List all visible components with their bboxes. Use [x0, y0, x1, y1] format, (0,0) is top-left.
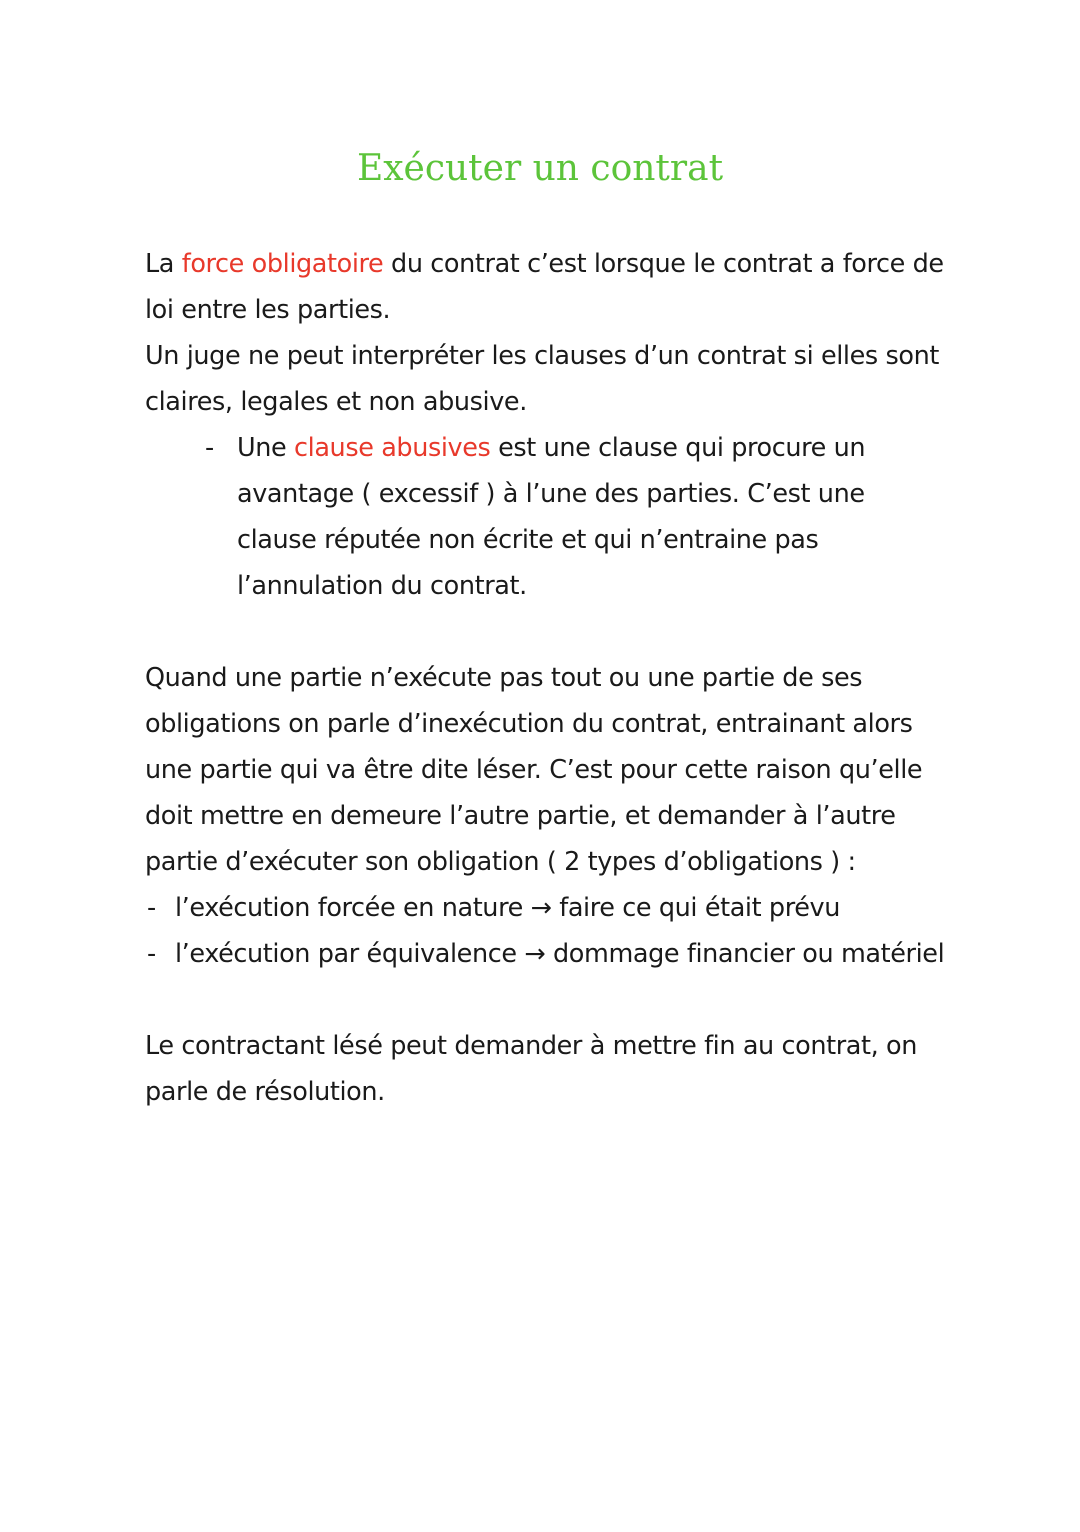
paragraph-juge: Un juge ne peut interpréter les clauses d’un contrat si elles sont claires, legales et non abusive. [145, 341, 939, 417]
spacer [145, 609, 945, 655]
sub-item-before: Une [237, 433, 295, 463]
list-item-text: l’exécution par équivalence → dommage financier ou matériel [175, 939, 945, 969]
paragraph-inexecution: Quand une partie n’exécute pas tout ou une partie de ses obligations on parle d’inexécution du contrat, entrainant alors une partie qui va être dite léser. C’est pour cette raison qu’elle doit mettre en demeure l’autre partie, et demander à l’autre partie d’exécuter son obligation ( 2 types d’obligations ) : [145, 663, 923, 877]
sub-list-item-clause-abusive [145, 425, 945, 609]
paragraph-force-obligatoire [145, 241, 945, 333]
para1-before: La [145, 249, 182, 279]
list-item-text: l’exécution forcée en nature → faire ce qui était prévu [175, 893, 840, 923]
sub-item-after: est une clause qui procure un avantage ( excessif ) à l’une des parties. C’est une clause réputée non écrite et qui n’entraine pas l’annulation du contrat. [237, 433, 866, 601]
term-clause-abusives: clause abusives [294, 433, 491, 463]
bullet-dash: - [147, 939, 156, 969]
paragraph-resolution: Le contractant lésé peut demander à mettre fin au contrat, on parle de résolution. [145, 1031, 917, 1107]
bullet-dash: - [147, 893, 156, 923]
document-body [145, 241, 945, 1115]
page-title: Exécuter un contrat [356, 148, 724, 189]
bullet-dash: - [205, 433, 214, 463]
term-force-obligatoire: force obligatoire [181, 249, 384, 279]
list-item-execution-forcee [145, 885, 945, 931]
para1-after: du contrat c’est lorsque le contrat a force de loi entre les parties. [145, 249, 944, 325]
list-item-execution-equivalence [145, 931, 945, 977]
spacer [145, 977, 945, 1023]
